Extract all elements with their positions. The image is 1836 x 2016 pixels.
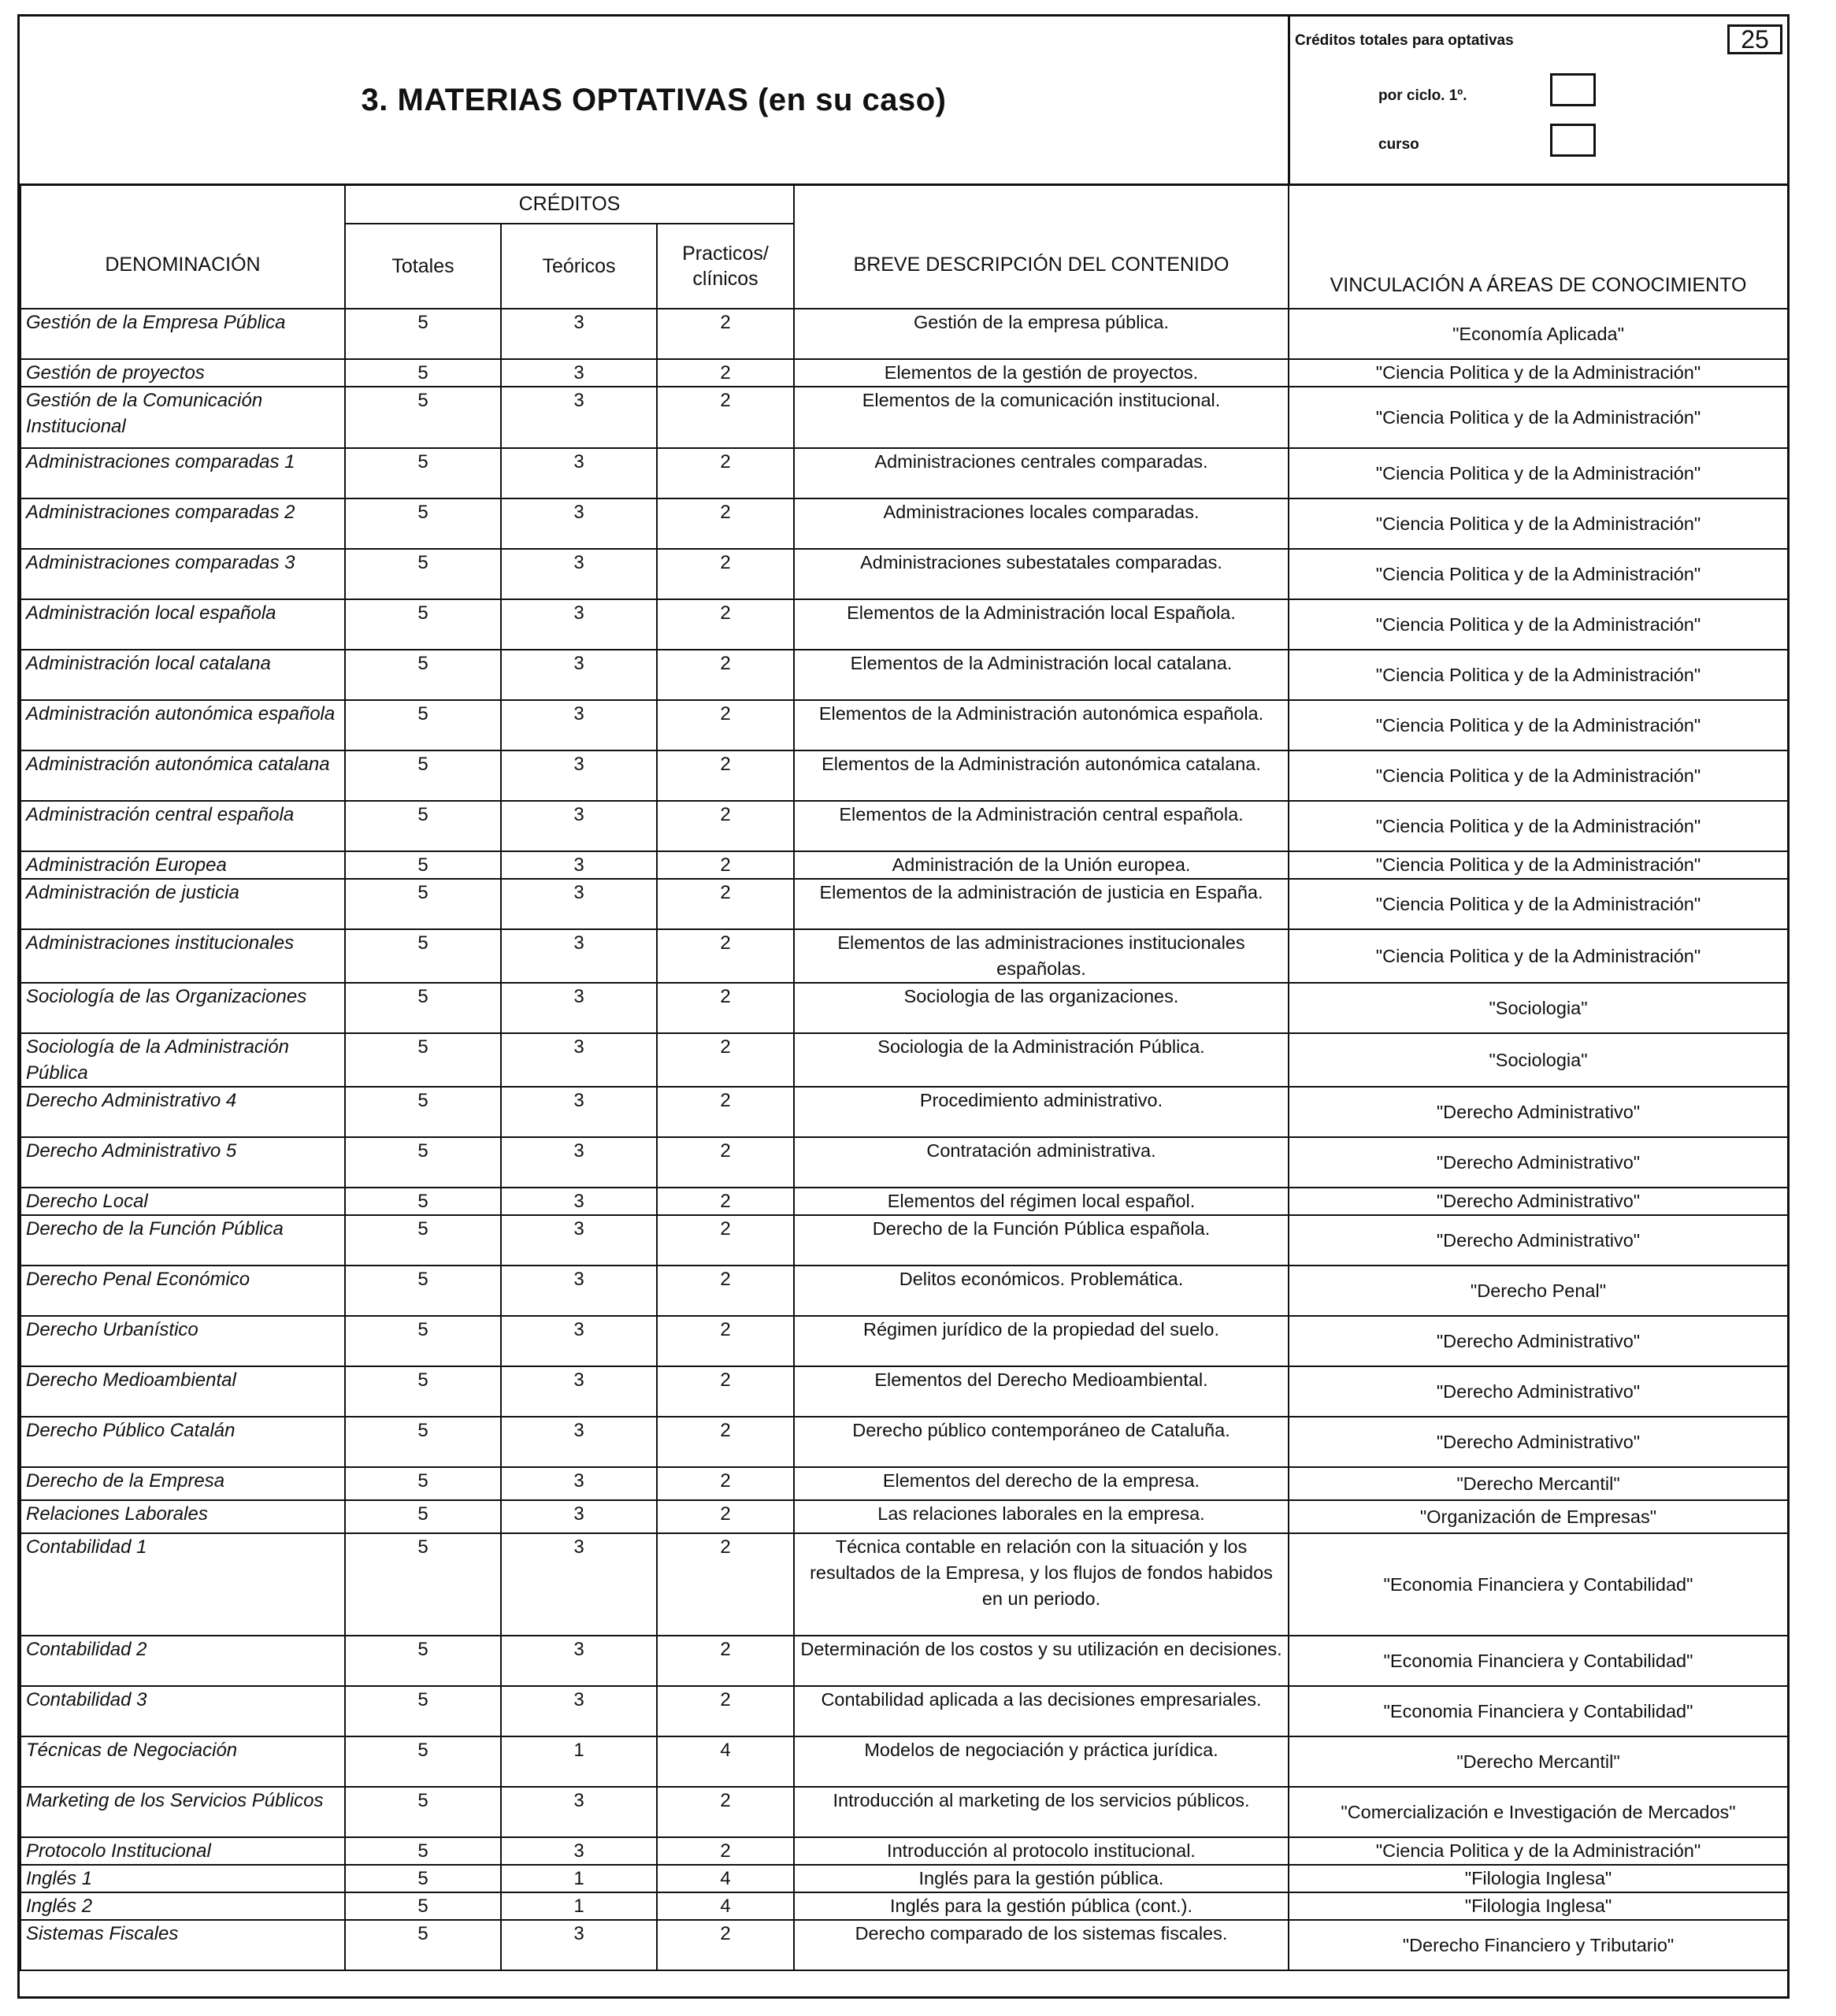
row-teoricos: 3 — [501, 549, 657, 599]
row-descripcion: Técnica contable en relación con la situación y los resultados de la Empresa, y los flujos de fondos habidos en un periodo. — [794, 1533, 1289, 1636]
row-vinculacion: "Derecho Mercantil" — [1289, 1467, 1788, 1500]
row-descripcion: Determinación de los costos y su utilización en decisiones. — [794, 1636, 1289, 1686]
row-descripcion: Elementos de las administraciones institucionales españolas. — [794, 929, 1289, 983]
row-practicos: 2 — [657, 750, 794, 801]
table-row — [20, 879, 1788, 929]
row-totales: 5 — [345, 983, 501, 1033]
row-descripcion: Procedimiento administrativo. — [794, 1087, 1289, 1137]
row-name: Administración Europea — [20, 851, 345, 879]
row-descripcion: Derecho público contemporáneo de Cataluña. — [794, 1417, 1289, 1467]
col-denominacion: DENOMINACIÓN — [20, 184, 345, 309]
table-row — [20, 1366, 1788, 1417]
row-teoricos: 3 — [501, 700, 657, 750]
row-vinculacion: "Ciencia Politica y de la Administración" — [1289, 599, 1788, 650]
row-name: Técnicas de Negociación — [20, 1736, 345, 1787]
row-practicos: 2 — [657, 1215, 794, 1266]
row-descripcion: Elementos de la Administración autonómica española. — [794, 700, 1289, 750]
row-totales: 5 — [345, 650, 501, 700]
row-descripcion: Elementos de la Administración autonómica catalana. — [794, 750, 1289, 801]
row-vinculacion: "Economía Aplicada" — [1289, 309, 1788, 359]
row-totales: 5 — [345, 750, 501, 801]
table-row — [20, 1417, 1788, 1467]
row-totales: 5 — [345, 851, 501, 879]
row-descripcion: Delitos económicos. Problemática. — [794, 1266, 1289, 1316]
row-practicos: 4 — [657, 1892, 794, 1920]
table-row — [20, 448, 1788, 498]
row-name: Marketing de los Servicios Públicos — [20, 1787, 345, 1837]
row-name: Derecho Administrativo 4 — [20, 1087, 345, 1137]
row-vinculacion: "Ciencia Politica y de la Administración" — [1289, 1837, 1788, 1865]
table-row — [20, 1087, 1788, 1137]
row-descripcion: Sociologia de las organizaciones. — [794, 983, 1289, 1033]
row-totales: 5 — [345, 700, 501, 750]
table-row — [20, 983, 1788, 1033]
table-row — [20, 1892, 1788, 1920]
table-row — [20, 750, 1788, 801]
row-vinculacion: "Sociologia" — [1289, 1033, 1788, 1087]
row-teoricos: 3 — [501, 1500, 657, 1533]
table-row — [20, 700, 1788, 750]
row-practicos: 2 — [657, 1417, 794, 1467]
row-name: Sistemas Fiscales — [20, 1920, 345, 1970]
row-teoricos: 3 — [501, 599, 657, 650]
row-vinculacion: "Derecho Administrativo" — [1289, 1188, 1788, 1215]
table-row — [20, 1137, 1788, 1188]
row-teoricos: 3 — [501, 1087, 657, 1137]
row-vinculacion: "Filologia Inglesa" — [1289, 1892, 1788, 1920]
row-teoricos: 3 — [501, 879, 657, 929]
row-teoricos: 1 — [501, 1865, 657, 1892]
row-totales: 5 — [345, 1137, 501, 1188]
row-totales: 5 — [345, 448, 501, 498]
row-practicos: 2 — [657, 929, 794, 983]
row-vinculacion: "Ciencia Politica y de la Administración" — [1289, 498, 1788, 549]
row-practicos: 2 — [657, 387, 794, 448]
row-totales: 5 — [345, 1837, 501, 1865]
row-descripcion: Elementos del Derecho Medioambiental. — [794, 1366, 1289, 1417]
row-totales: 5 — [345, 1188, 501, 1215]
table-row — [20, 359, 1788, 387]
row-descripcion: Administración de la Unión europea. — [794, 851, 1289, 879]
row-teoricos: 3 — [501, 1188, 657, 1215]
row-totales: 5 — [345, 359, 501, 387]
row-totales: 5 — [345, 1366, 501, 1417]
row-practicos: 2 — [657, 801, 794, 851]
row-vinculacion: "Derecho Administrativo" — [1289, 1137, 1788, 1188]
row-descripcion: Inglés para la gestión pública (cont.). — [794, 1892, 1289, 1920]
row-teoricos: 3 — [501, 1137, 657, 1188]
row-practicos: 2 — [657, 650, 794, 700]
row-name: Administraciones comparadas 3 — [20, 549, 345, 599]
row-practicos: 2 — [657, 1188, 794, 1215]
row-teoricos: 3 — [501, 1366, 657, 1417]
row-totales: 5 — [345, 1686, 501, 1736]
row-totales: 5 — [345, 879, 501, 929]
row-totales: 5 — [345, 801, 501, 851]
row-totales: 5 — [345, 1467, 501, 1500]
row-descripcion: Elementos de la Administración local Española. — [794, 599, 1289, 650]
row-name: Relaciones Laborales — [20, 1500, 345, 1533]
row-teoricos: 3 — [501, 1266, 657, 1316]
ciclo-label: por ciclo. 1º. — [1378, 87, 1467, 104]
row-vinculacion: "Ciencia Politica y de la Administración" — [1289, 879, 1788, 929]
table-row — [20, 650, 1788, 700]
table-row — [20, 1787, 1788, 1837]
row-vinculacion: "Derecho Administrativo" — [1289, 1417, 1788, 1467]
row-vinculacion: "Derecho Financiero y Tributario" — [1289, 1920, 1788, 1970]
row-teoricos: 3 — [501, 359, 657, 387]
page-title: 3. MATERIAS OPTATIVAS (en su caso) — [361, 82, 947, 117]
row-practicos: 2 — [657, 1837, 794, 1865]
row-descripcion: Derecho comparado de los sistemas fiscales. — [794, 1920, 1289, 1970]
table-row — [20, 1533, 1788, 1636]
row-teoricos: 1 — [501, 1736, 657, 1787]
row-totales: 5 — [345, 1033, 501, 1087]
row-practicos: 4 — [657, 1865, 794, 1892]
row-name: Administraciones comparadas 1 — [20, 448, 345, 498]
row-teoricos: 3 — [501, 983, 657, 1033]
row-vinculacion: "Ciencia Politica y de la Administración" — [1289, 387, 1788, 448]
row-teoricos: 3 — [501, 498, 657, 549]
row-vinculacion: "Ciencia Politica y de la Administración" — [1289, 801, 1788, 851]
row-totales: 5 — [345, 1316, 501, 1366]
row-practicos: 2 — [657, 1467, 794, 1500]
row-name: Gestión de la Empresa Pública — [20, 309, 345, 359]
row-totales: 5 — [345, 599, 501, 650]
row-vinculacion: "Derecho Administrativo" — [1289, 1215, 1788, 1266]
row-name: Sociología de las Organizaciones — [20, 983, 345, 1033]
row-descripcion: Elementos de la comunicación institucional. — [794, 387, 1289, 448]
curso-box — [1550, 124, 1596, 157]
row-teoricos: 3 — [501, 309, 657, 359]
row-descripcion: Administraciones locales comparadas. — [794, 498, 1289, 549]
row-vinculacion: "Ciencia Politica y de la Administración" — [1289, 929, 1788, 983]
row-totales: 5 — [345, 929, 501, 983]
table-row — [20, 1500, 1788, 1533]
row-descripcion: Elementos del régimen local español. — [794, 1188, 1289, 1215]
row-name: Derecho Medioambiental — [20, 1366, 345, 1417]
row-descripcion: Contratación administrativa. — [794, 1137, 1289, 1188]
row-practicos: 2 — [657, 700, 794, 750]
row-name: Contabilidad 3 — [20, 1686, 345, 1736]
row-totales: 5 — [345, 1636, 501, 1686]
table-body — [20, 309, 1788, 1970]
row-practicos: 2 — [657, 498, 794, 549]
table-row — [20, 1636, 1788, 1686]
row-vinculacion: "Ciencia Politica y de la Administración" — [1289, 448, 1788, 498]
row-teoricos: 3 — [501, 1837, 657, 1865]
row-teoricos: 3 — [501, 650, 657, 700]
row-teoricos: 3 — [501, 1787, 657, 1837]
row-practicos: 2 — [657, 879, 794, 929]
table-row — [20, 1215, 1788, 1266]
row-name: Administración local española — [20, 599, 345, 650]
table-row — [20, 387, 1788, 448]
creditos-label: Créditos totales para optativas — [1295, 32, 1514, 49]
row-name: Administración de justicia — [20, 879, 345, 929]
row-totales: 5 — [345, 1266, 501, 1316]
table-row — [20, 498, 1788, 549]
row-name: Administraciones comparadas 2 — [20, 498, 345, 549]
row-descripcion: Administraciones centrales comparadas. — [794, 448, 1289, 498]
creditos-total-box: 25 — [1727, 24, 1782, 54]
table-row — [20, 1865, 1788, 1892]
row-descripcion: Introducción al protocolo institucional. — [794, 1837, 1289, 1865]
row-name: Inglés 2 — [20, 1892, 345, 1920]
table-row — [20, 1920, 1788, 1970]
row-name: Gestión de proyectos — [20, 359, 345, 387]
row-totales: 5 — [345, 1500, 501, 1533]
table-row — [20, 1736, 1788, 1787]
table-row — [20, 1316, 1788, 1366]
row-descripcion: Gestión de la empresa pública. — [794, 309, 1289, 359]
table-row — [20, 1266, 1788, 1316]
row-descripcion: Régimen jurídico de la propiedad del suelo. — [794, 1316, 1289, 1366]
row-teoricos: 3 — [501, 1636, 657, 1686]
row-descripcion: Elementos de la Administración central española. — [794, 801, 1289, 851]
col-vinculacion: VINCULACIÓN A ÁREAS DE CONOCIMIENTO — [1289, 184, 1788, 309]
row-descripcion: Inglés para la gestión pública. — [794, 1865, 1289, 1892]
table-row — [20, 1467, 1788, 1500]
row-vinculacion: "Economia Financiera y Contabilidad" — [1289, 1686, 1788, 1736]
row-practicos: 2 — [657, 448, 794, 498]
row-practicos: 2 — [657, 599, 794, 650]
table-row — [20, 309, 1788, 359]
row-totales: 5 — [345, 1087, 501, 1137]
row-vinculacion: "Derecho Administrativo" — [1289, 1316, 1788, 1366]
row-name: Protocolo Institucional — [20, 1837, 345, 1865]
row-vinculacion: "Sociologia" — [1289, 983, 1788, 1033]
row-teoricos: 3 — [501, 1533, 657, 1636]
row-descripcion: Contabilidad aplicada a las decisiones empresariales. — [794, 1686, 1289, 1736]
row-totales: 5 — [345, 498, 501, 549]
row-descripcion: Derecho de la Función Pública española. — [794, 1215, 1289, 1266]
row-practicos: 2 — [657, 1533, 794, 1636]
row-totales: 5 — [345, 1736, 501, 1787]
row-practicos: 2 — [657, 1087, 794, 1137]
col-practicos: Practicos/ clínicos — [657, 224, 794, 309]
row-totales: 5 — [345, 387, 501, 448]
row-teoricos: 3 — [501, 801, 657, 851]
row-descripcion: Elementos de la administración de justicia en España. — [794, 879, 1289, 929]
row-teoricos: 3 — [501, 387, 657, 448]
row-vinculacion: "Derecho Administrativo" — [1289, 1366, 1788, 1417]
row-practicos: 2 — [657, 1316, 794, 1366]
row-name: Derecho Público Catalán — [20, 1417, 345, 1467]
row-practicos: 2 — [657, 1033, 794, 1087]
table-row — [20, 929, 1788, 983]
row-name: Administración autonómica catalana — [20, 750, 345, 801]
row-vinculacion: "Comercialización e Investigación de Mercados" — [1289, 1787, 1788, 1837]
row-descripcion: Elementos de la gestión de proyectos. — [794, 359, 1289, 387]
row-name: Derecho de la Función Pública — [20, 1215, 345, 1266]
row-name: Derecho Administrativo 5 — [20, 1137, 345, 1188]
row-practicos: 2 — [657, 1920, 794, 1970]
row-teoricos: 3 — [501, 750, 657, 801]
row-descripcion: Elementos de la Administración local catalana. — [794, 650, 1289, 700]
table-row — [20, 851, 1788, 879]
col-descripcion: BREVE DESCRIPCIÓN DEL CONTENIDO — [794, 184, 1289, 309]
table-row — [20, 599, 1788, 650]
row-descripcion: Introducción al marketing de los servicios públicos. — [794, 1787, 1289, 1837]
optativas-table — [20, 183, 1789, 1971]
credits-panel — [1288, 17, 1792, 183]
document-page — [17, 14, 1790, 1999]
col-creditos: CRÉDITOS — [345, 184, 794, 224]
row-vinculacion: "Ciencia Politica y de la Administración" — [1289, 700, 1788, 750]
row-name: Derecho Local — [20, 1188, 345, 1215]
row-practicos: 4 — [657, 1736, 794, 1787]
row-vinculacion: "Ciencia Politica y de la Administración" — [1289, 650, 1788, 700]
row-practicos: 2 — [657, 309, 794, 359]
row-vinculacion: "Derecho Administrativo" — [1289, 1087, 1788, 1137]
row-name: Derecho Urbanístico — [20, 1316, 345, 1366]
row-descripcion: Administraciones subestatales comparadas. — [794, 549, 1289, 599]
row-totales: 5 — [345, 1215, 501, 1266]
row-practicos: 2 — [657, 851, 794, 879]
row-name: Contabilidad 1 — [20, 1533, 345, 1636]
row-vinculacion: "Filologia Inglesa" — [1289, 1865, 1788, 1892]
curso-label: curso — [1378, 136, 1419, 153]
row-name: Derecho de la Empresa — [20, 1467, 345, 1500]
row-vinculacion: "Economia Financiera y Contabilidad" — [1289, 1533, 1788, 1636]
row-totales: 5 — [345, 1417, 501, 1467]
table-row — [20, 1686, 1788, 1736]
row-practicos: 2 — [657, 549, 794, 599]
row-totales: 5 — [345, 1920, 501, 1970]
row-totales: 5 — [345, 549, 501, 599]
row-descripcion: Las relaciones laborales en la empresa. — [794, 1500, 1289, 1533]
row-vinculacion: "Ciencia Politica y de la Administración" — [1289, 750, 1788, 801]
row-teoricos: 3 — [501, 929, 657, 983]
row-name: Gestión de la Comunicación Institucional — [20, 387, 345, 448]
row-practicos: 2 — [657, 1366, 794, 1417]
table-row — [20, 549, 1788, 599]
row-name: Inglés 1 — [20, 1865, 345, 1892]
ciclo-box — [1550, 73, 1596, 106]
row-teoricos: 3 — [501, 1417, 657, 1467]
row-teoricos: 3 — [501, 1686, 657, 1736]
table-row — [20, 801, 1788, 851]
row-practicos: 2 — [657, 1787, 794, 1837]
row-vinculacion: "Economia Financiera y Contabilidad" — [1289, 1636, 1788, 1686]
col-teoricos: Teóricos — [501, 224, 657, 309]
row-vinculacion: "Ciencia Politica y de la Administración" — [1289, 851, 1788, 879]
row-teoricos: 3 — [501, 1467, 657, 1500]
row-practicos: 2 — [657, 1266, 794, 1316]
row-teoricos: 3 — [501, 1920, 657, 1970]
row-descripcion: Elementos del derecho de la empresa. — [794, 1467, 1289, 1500]
row-name: Administraciones institucionales — [20, 929, 345, 983]
row-descripcion: Sociologia de la Administración Pública. — [794, 1033, 1289, 1087]
row-teoricos: 3 — [501, 851, 657, 879]
row-teoricos: 1 — [501, 1892, 657, 1920]
row-totales: 5 — [345, 1892, 501, 1920]
table-row — [20, 1033, 1788, 1087]
row-practicos: 2 — [657, 1137, 794, 1188]
row-vinculacion: "Ciencia Politica y de la Administración" — [1289, 549, 1788, 599]
row-teoricos: 3 — [501, 1033, 657, 1087]
row-name: Administración central española — [20, 801, 345, 851]
row-teoricos: 3 — [501, 448, 657, 498]
header — [20, 17, 1787, 186]
row-name: Derecho Penal Económico — [20, 1266, 345, 1316]
row-name: Administración autonómica española — [20, 700, 345, 750]
col-totales: Totales — [345, 224, 501, 309]
row-practicos: 2 — [657, 983, 794, 1033]
row-vinculacion: "Derecho Penal" — [1289, 1266, 1788, 1316]
row-teoricos: 3 — [501, 1215, 657, 1266]
row-vinculacion: "Derecho Mercantil" — [1289, 1736, 1788, 1787]
row-totales: 5 — [345, 1533, 501, 1636]
table-row — [20, 1837, 1788, 1865]
row-totales: 5 — [345, 1787, 501, 1837]
row-teoricos: 3 — [501, 1316, 657, 1366]
row-practicos: 2 — [657, 1636, 794, 1686]
table-row — [20, 1188, 1788, 1215]
row-practicos: 2 — [657, 359, 794, 387]
row-name: Contabilidad 2 — [20, 1636, 345, 1686]
row-totales: 5 — [345, 1865, 501, 1892]
row-practicos: 2 — [657, 1686, 794, 1736]
row-vinculacion: "Organización de Empresas" — [1289, 1500, 1788, 1533]
row-descripcion: Modelos de negociación y práctica jurídica. — [794, 1736, 1289, 1787]
row-totales: 5 — [345, 309, 501, 359]
row-name: Sociología de la Administración Pública — [20, 1033, 345, 1087]
row-vinculacion: "Ciencia Politica y de la Administración" — [1289, 359, 1788, 387]
row-practicos: 2 — [657, 1500, 794, 1533]
row-name: Administración local catalana — [20, 650, 345, 700]
